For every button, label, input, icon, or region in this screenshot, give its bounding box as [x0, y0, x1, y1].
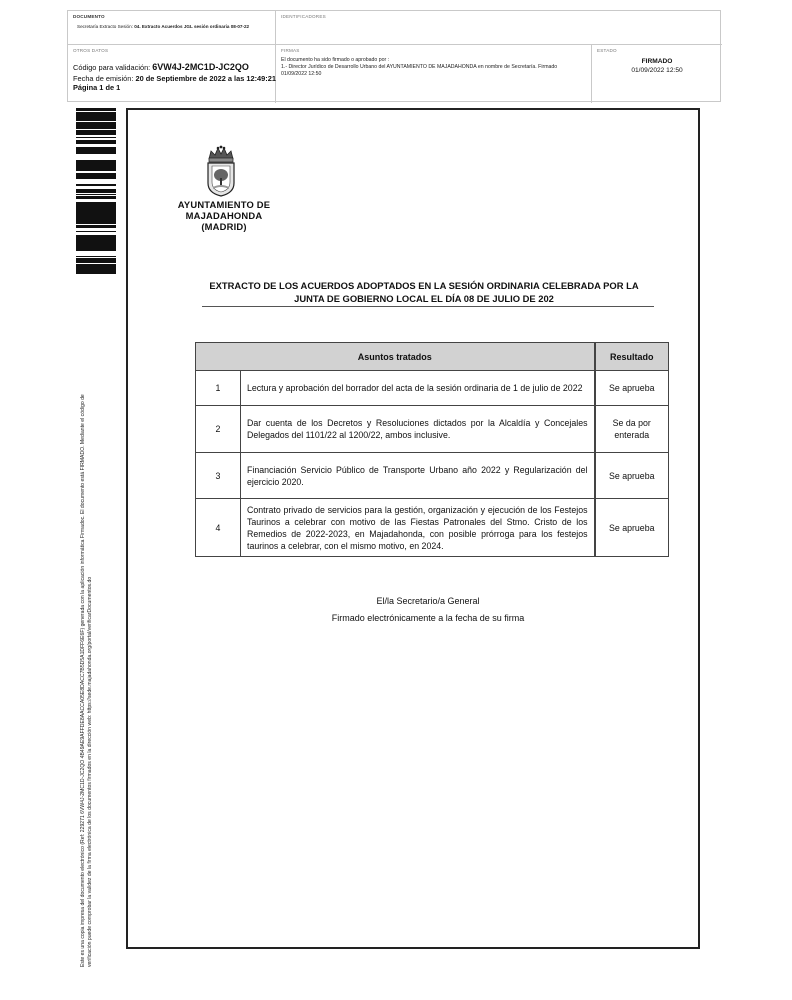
documento-value: Secretaría Extracto Sesión: 04. Extracto Acuerdos JGL sesión ordinaria 08-07-22	[77, 24, 250, 29]
row-asunto: Financiación Servicio Público de Transporte Urbano año 2022 y Regularización del ejercicio 2020.	[241, 453, 595, 499]
row-number: 4	[196, 499, 241, 557]
documento-cell	[68, 11, 276, 45]
identificadores-label: IDENTIFICADORES	[281, 14, 326, 19]
column-header-asuntos: Asuntos tratados	[196, 343, 595, 371]
row-number: 2	[196, 406, 241, 453]
table-row	[196, 499, 669, 557]
estado-value: FIRMADO	[641, 58, 673, 65]
document-title: EXTRACTO DE LOS ACUERDOS ADOPTADOS EN LA SESIÓN ORDINARIA CELEBRADA POR LA JUNTA DE GOBIERNO LOCAL EL DÍA 08 DE JULIO DE 202	[209, 280, 639, 304]
coat-of-arms-icon	[201, 145, 241, 197]
signature-note: Firmado electrónicamente a la fecha de su firma	[331, 613, 525, 623]
otros-datos-cell	[68, 45, 276, 103]
signatory-title: El/la Secretario/a General	[376, 596, 480, 606]
estado-date: 01/09/2022 12:50	[631, 67, 683, 74]
row-number: 3	[196, 453, 241, 499]
title-divider	[202, 306, 654, 307]
verification-link[interactable]: verificación puede comprobar la validez de la firma electrónica de los documentos firmados en la dirección web: https://sede.majadahonda.org/portal/verificarDocumentos.do	[86, 576, 93, 967]
firmas-text: El documento ha sido firmado o aprobado por : 1.- Director Jurídico de Desarrollo Urbano del AYUNTAMIENTO DE MAJADAHONDA en nombre de Secretaría. Firmado 01/09/2022 12:50	[281, 57, 558, 77]
documento-label: DOCUMENTO	[73, 14, 105, 19]
row-resultado: Se aprueba	[595, 453, 669, 499]
row-resultado: Se aprueba	[595, 499, 669, 557]
fecha-emision: Fecha de emisión: 20 de Septiembre de 2022 a las 12:49:21	[73, 74, 276, 83]
firmas-cell	[276, 45, 592, 103]
table-row	[196, 371, 669, 406]
agenda-table	[195, 342, 669, 557]
otros-datos-label: OTROS DATOS	[73, 48, 109, 53]
codigo-value[interactable]: 6VW4J-2MC1D-JC2QO	[152, 62, 249, 72]
pagina-count: Página 1 de 1	[73, 83, 121, 92]
table-row	[196, 453, 669, 499]
ayuntamiento-name: AYUNTAMIENTO DE MAJADAHONDA (MADRID)	[177, 199, 271, 232]
document-page	[126, 108, 700, 949]
verification-side-text: Este es una copia impresa del documento electrónico (Ref: 229271 6VW4J-2MC1D-JC2QO 4B49AE9AFFDE8AACCA05E8DACC7B5D5A1DFF6E6F) generada con la aplicación informática Firmadoc. El documento está FIRMADO. Mediante el código de verificación puede comprobar la validez de la firma electrónica de los documentos firmados en la dirección web: https://sede.majadahonda.org/portal/verificarDocumentos.do	[80, 299, 93, 967]
estado-label: ESTADO	[597, 48, 617, 53]
document-header	[67, 10, 721, 102]
barcode-icon	[76, 108, 116, 274]
estado-cell	[592, 45, 722, 103]
table-row	[196, 406, 669, 453]
codigo-validacion: Código para validación: 6VW4J-2MC1D-JC2QO	[73, 62, 249, 72]
row-asunto: Contrato privado de servicios para la gestión, organización y ejecución de los Festejos Taurinos a celebrar con motivo de las Fiestas Patronales del Stmo. Cristo de los Remedios de 2022-2023, en Majadahonda, con posible prórroga para los festejos taurinos a celebrar, con el mismo motivo, en 2024.	[241, 499, 595, 557]
row-asunto: Lectura y aprobación del borrador del acta de la sesión ordinaria de 1 de julio de 2022	[241, 371, 595, 406]
identificadores-cell	[276, 11, 722, 45]
firmas-label: FIRMAS	[281, 48, 300, 53]
row-number: 1	[196, 371, 241, 406]
column-header-resultado: Resultado	[595, 343, 669, 371]
row-resultado: Se aprueba	[595, 371, 669, 406]
table-header-row	[196, 343, 669, 371]
row-resultado: Se da por enterada	[595, 406, 669, 453]
row-asunto: Dar cuenta de los Decretos y Resoluciones dictados por la Alcaldía y Concejales Delegados del 1101/22 al 1200/22, ambos inclusive.	[241, 406, 595, 453]
